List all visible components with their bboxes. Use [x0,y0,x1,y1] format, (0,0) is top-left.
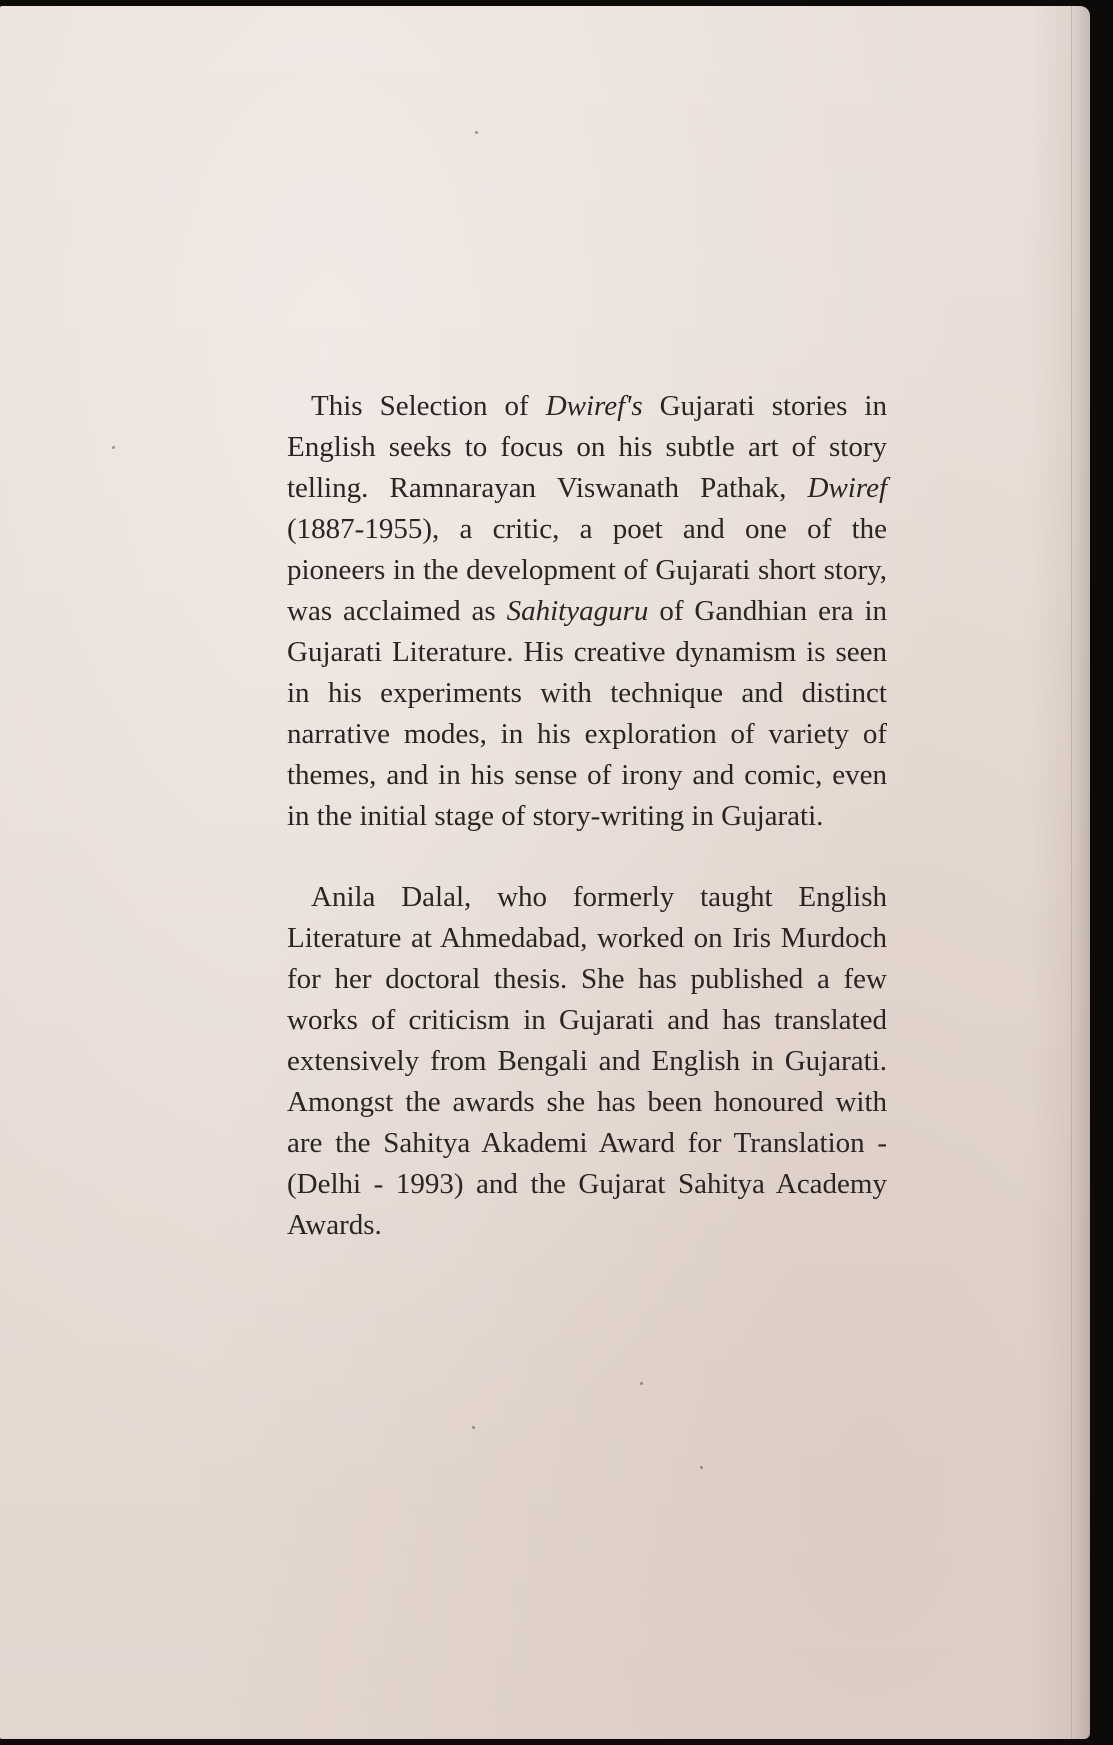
cover-fold-line [1071,6,1072,1739]
paper-speck [475,131,478,134]
book-description-paragraph [287,386,887,837]
cover-edge-shadow [1030,6,1090,1739]
paper-speck [700,1466,703,1469]
para1-after-name-text: (1887-1955), a critic, a poet and one of the pioneers in the development of Gujarati short story, was acclaimed as [287,513,887,627]
paper-speck [472,1426,475,1429]
dwiref-italic: Dwiref [807,472,887,504]
sahityaguru-italic: Sahityaguru [506,595,649,627]
para1-ending-text: of Gandhian era in Gujarati Literature. His creative dynamism is seen in his experiments with technique and distinct narrative modes, in his exploration of variety of themes, and in his sense of irony and comic, even in the initial stage of story-writing in Gujarati. [287,595,887,832]
paper-speck [112,446,115,449]
para1-after-possessive-text: Gujarati stories in English seeks to focus on his subtle art of story telling. Ramnarayan Viswanath Pathak, [287,390,887,504]
para1-intro-text: This Selection of [311,390,546,422]
blurb-text [287,386,887,1246]
dwiref-possessive-italic: Dwiref's [545,390,643,422]
paper-speck [640,1382,643,1385]
back-cover [0,6,1090,1739]
translator-bio-paragraph: Anila Dalal, who formerly taught English Literature at Ahmedabad, worked on Iris Murdoch for her doctoral thesis. She has published a few works of criticism in Gujarati and has translated extensively from Bengali and English in Gujarati. Amongst the awards she has been honoured with are the Sahitya Akademi Award for Translation - (Delhi - 1993) and the Gujarat Sahitya Academy Awards. [287,881,887,1241]
